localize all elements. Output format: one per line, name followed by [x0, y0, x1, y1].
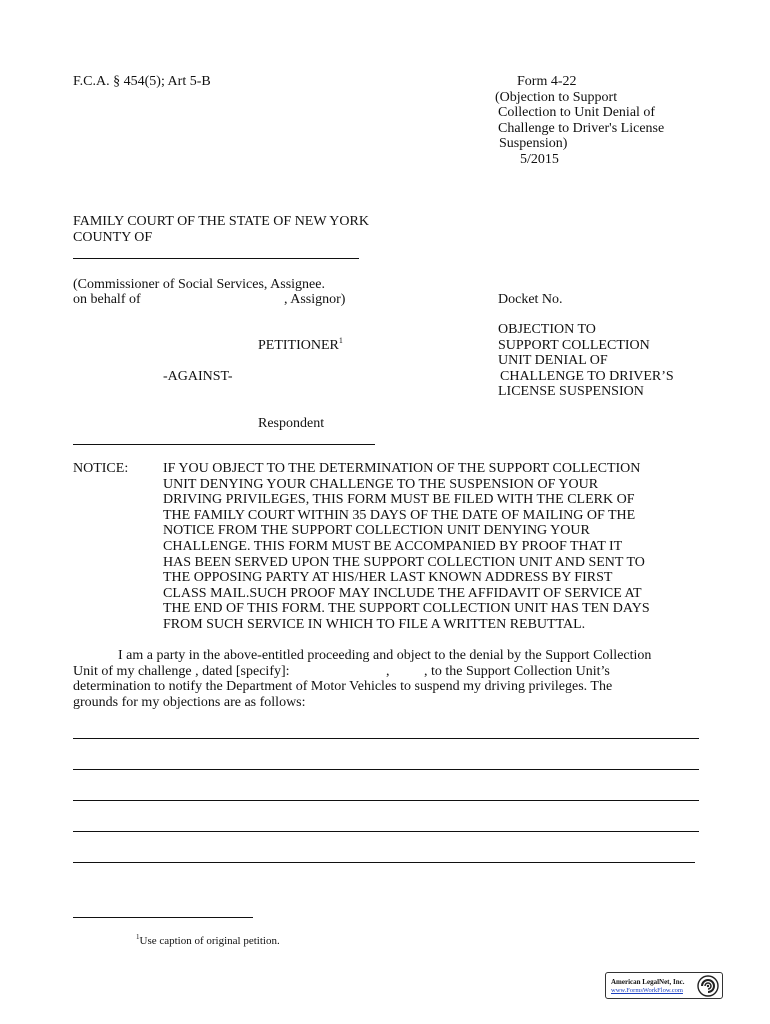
paragraph-line-part: , to the Support Collection Unit’s: [424, 663, 610, 679]
notice-line: CLASS MAIL.SUCH PROOF MAY INCLUDE THE AFFIDAVIT OF SERVICE AT: [163, 585, 642, 601]
document-title-line: SUPPORT COLLECTION: [498, 337, 650, 353]
grounds-line[interactable]: [73, 800, 699, 801]
notice-line: HAS BEEN SERVED UPON THE SUPPORT COLLECTION UNIT AND SENT TO: [163, 554, 645, 570]
paragraph-line: [73, 664, 713, 680]
notice-line: THE OPPOSING PARTY AT HIS/HER LAST KNOWN ADDRESS BY FIRST: [163, 570, 613, 586]
grounds-line[interactable]: [73, 769, 699, 770]
respondent-label: Respondent: [258, 416, 325, 431]
paragraph-line-part: Unit of my challenge , dated [specify]:: [73, 663, 290, 679]
form-number: Form 4-22: [517, 74, 577, 89]
badge-url-link[interactable]: www.FormsWorkFlow.com: [611, 987, 683, 994]
on-behalf-of-label: on behalf of: [73, 292, 141, 307]
footnote-marker: 1: [136, 933, 140, 941]
paragraph-line: grounds for my objections are as follows:: [73, 694, 306, 710]
footnote-text: Use caption of original petition.: [139, 935, 280, 947]
document-title-line: LICENSE SUSPENSION: [498, 384, 644, 400]
paragraph-line: determination to notify the Department of Motor Vehicles to suspend my driving privileges. The: [73, 679, 613, 695]
court-name: FAMILY COURT OF THE STATE OF NEW YORK: [73, 214, 369, 229]
notice-label: NOTICE:: [73, 461, 129, 476]
objection-paragraph: [73, 648, 713, 710]
petitioner-text: PETITIONER: [258, 338, 339, 353]
notice-line: NOTICE FROM THE SUPPORT COLLECTION UNIT DENYING YOUR: [163, 523, 590, 539]
county-label: COUNTY OF: [73, 230, 153, 245]
document-title: [498, 322, 674, 400]
document-title-line: CHALLENGE TO DRIVER’S: [500, 368, 674, 384]
grounds-line[interactable]: [73, 738, 699, 739]
american-legalnet-badge[interactable]: [605, 972, 723, 999]
form-description-line: Collection to Unit Denial of: [498, 105, 656, 121]
notice-line: IF YOU OBJECT TO THE DETERMINATION OF THE SUPPORT COLLECTION: [163, 461, 641, 476]
form-info-block: [494, 74, 714, 168]
notice-line: CHALLENGE. THIS FORM MUST BE ACCOMPANIED BY PROOF THAT IT: [163, 538, 623, 554]
paragraph-line-part: ,: [386, 663, 390, 679]
form-date: 5/2015: [520, 151, 559, 167]
form-description-line: (Objection to Support: [495, 89, 618, 105]
caption-bottom-rule: [73, 444, 375, 445]
badge-company-name: American LegalNet, Inc.: [611, 978, 685, 986]
commissioner-line: (Commissioner of Social Services, Assignee.: [73, 277, 325, 292]
notice-line: THE FAMILY COURT WITHIN 35 DAYS OF THE DATE OF MAILING OF THE: [163, 507, 636, 523]
docket-number-label: Docket No.: [498, 292, 563, 307]
footnote: [136, 934, 280, 950]
notice-line: UNIT DENYING YOUR CHALLENGE TO THE SUSPENSION OF YOUR: [163, 476, 599, 492]
footnote-reference: 1: [338, 336, 343, 345]
petitioner-label: [258, 338, 343, 354]
grounds-line[interactable]: [73, 831, 699, 832]
paragraph-line: I am a party in the above-entitled proceeding and object to the denial by the Support Collection: [118, 648, 652, 663]
form-description-line: Challenge to Driver's License: [498, 120, 665, 136]
document-title-line: UNIT DENIAL OF: [498, 353, 608, 369]
form-description-line: Suspension): [499, 136, 568, 152]
assignor-label: , Assignor): [284, 292, 346, 307]
statute-citation: F.C.A. § 454(5); Art 5-B: [73, 74, 211, 89]
against-label: -AGAINST-: [163, 369, 233, 384]
notice-line: DRIVING PRIVILEGES, THIS FORM MUST BE FILED WITH THE CLERK OF: [163, 492, 635, 508]
legalnet-logo-icon: [697, 975, 719, 997]
notice-text: [163, 461, 708, 633]
document-title-line: OBJECTION TO: [498, 322, 596, 337]
footnote-separator: [73, 917, 253, 918]
county-rule: [73, 258, 359, 259]
notice-line: THE END OF THIS FORM. THE SUPPORT COLLECTION UNIT HAS TEN DAYS: [163, 601, 650, 617]
notice-line: FROM SUCH SERVICE IN WHICH TO FILE A WRITTEN REBUTTAL.: [163, 616, 586, 632]
grounds-line[interactable]: [73, 862, 695, 863]
